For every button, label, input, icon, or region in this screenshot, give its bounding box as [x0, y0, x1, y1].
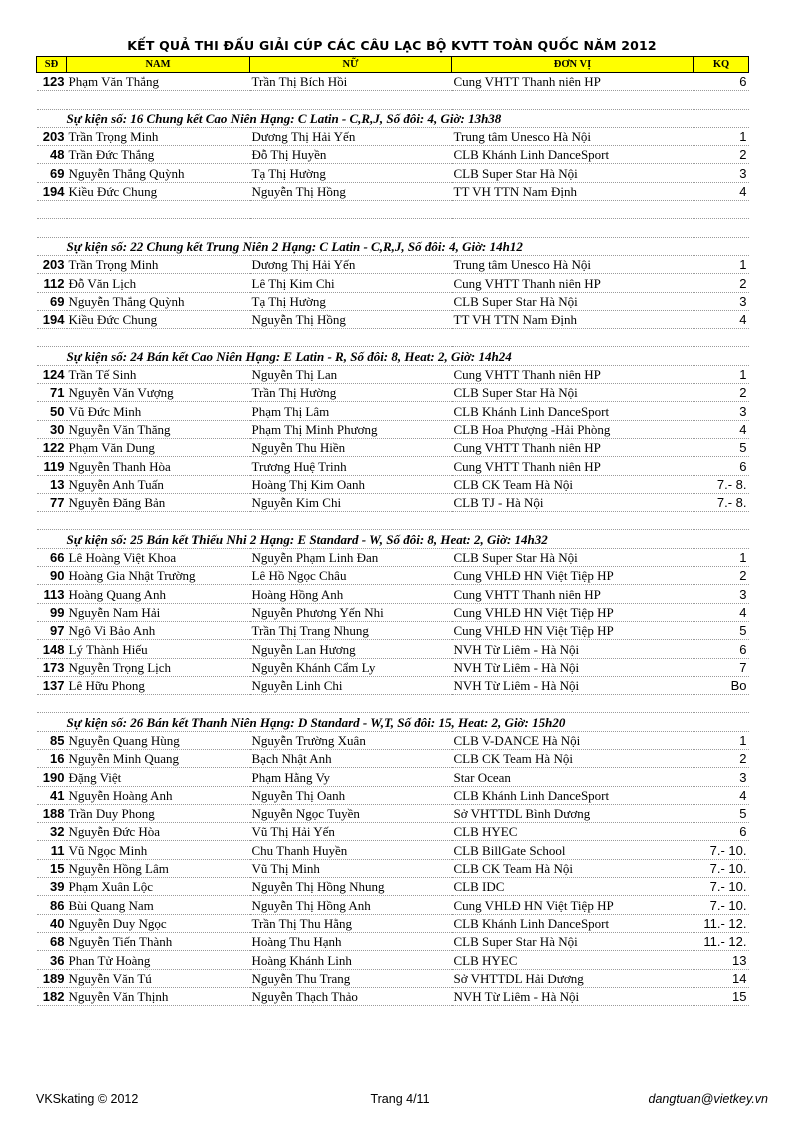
cell-sd: 69 — [37, 164, 67, 182]
event-heading-row — [37, 237, 749, 255]
cell-nu: Trần Thị Bích Hồi — [250, 73, 452, 91]
cell-kq: 13 — [694, 951, 749, 969]
table-row — [37, 804, 749, 822]
cell-nam: Bùi Quang Nam — [67, 896, 250, 914]
cell-nam: Trần Duy Phong — [67, 804, 250, 822]
cell-nu: Hoàng Thu Hạnh — [250, 932, 452, 950]
cell-kq: 1 — [694, 127, 749, 145]
cell-sd: 189 — [37, 969, 67, 987]
spacer-cell — [37, 695, 749, 713]
cell-sd: 32 — [37, 823, 67, 841]
cell-nam: Đỗ Văn Lịch — [67, 274, 250, 292]
cell-kq: 3 — [694, 292, 749, 310]
cell-sd: 194 — [37, 182, 67, 200]
cell-don-vi: TT VH TTN Nam Định — [452, 182, 694, 200]
cell-kq: 7 — [694, 658, 749, 676]
table-row — [37, 365, 749, 383]
cell-nam: Nguyễn Văn Thăng — [67, 420, 250, 438]
cell-don-vi: Sở VHTTDL Hải Dương — [452, 969, 694, 987]
event-heading-row — [37, 109, 749, 127]
cell-nu: Hoàng Khánh Linh — [250, 951, 452, 969]
cell-kq: 14 — [694, 969, 749, 987]
cell-kq: 2 — [694, 567, 749, 585]
cell-don-vi: TT VH TTN Nam Định — [452, 310, 694, 328]
cell-kq: 7.- 10. — [694, 878, 749, 896]
cell-don-vi: NVH Từ Liêm - Hà Nội — [452, 676, 694, 694]
table-row — [37, 878, 749, 896]
cell-kq: 7.- 10. — [694, 859, 749, 877]
event-heading: Sự kiện số: 25 Bán kết Thiếu Nhi 2 Hạng: E Standard - W, Số đôi: 8, Heat: 2, Giờ: 14h32 — [37, 530, 749, 548]
table-row — [37, 164, 749, 182]
cell-nu: Trương Huệ Trinh — [250, 457, 452, 475]
table-row — [37, 384, 749, 402]
cell-kq: 6 — [694, 457, 749, 475]
cell-nu: Hoàng Hồng Anh — [250, 585, 452, 603]
cell-kq: Bo — [694, 676, 749, 694]
cell-kq: 2 — [694, 749, 749, 767]
cell-sd: 203 — [37, 127, 67, 145]
results-table — [36, 56, 749, 1006]
cell-nam: Phạm Văn Thắng — [67, 73, 250, 91]
cell-nam: Vũ Đức Minh — [67, 402, 250, 420]
cell-nu: Trần Thị Trang Nhung — [250, 621, 452, 639]
cell-don-vi: Cung VHLĐ HN Việt Tiệp HP — [452, 603, 694, 621]
spacer-row — [37, 512, 749, 530]
cell-sd: 71 — [37, 384, 67, 402]
cell-nu: Dương Thị Hải Yến — [250, 127, 452, 145]
cell-nam: Nguyễn Văn Vượng — [67, 384, 250, 402]
table-row — [37, 567, 749, 585]
table-row — [37, 457, 749, 475]
table-row — [37, 731, 749, 749]
column-header-nam: NAM — [67, 57, 250, 73]
cell-kq: 3 — [694, 402, 749, 420]
cell-nam: Kiều Đức Chung — [67, 310, 250, 328]
cell-nu: Lê Hồ Ngọc Châu — [250, 567, 452, 585]
cell-nam: Nguyễn Thắng Quỳnh — [67, 292, 250, 310]
cell-kq: 5 — [694, 438, 749, 456]
cell-kq: 6 — [694, 823, 749, 841]
cell-sd: 97 — [37, 621, 67, 639]
cell-nu: Vũ Thị Minh — [250, 859, 452, 877]
cell-don-vi: Cung VHLĐ HN Việt Tiệp HP — [452, 621, 694, 639]
table-row — [37, 475, 749, 493]
cell-kq: 4 — [694, 310, 749, 328]
cell-nu: Lê Thị Kim Chi — [250, 274, 452, 292]
cell-nam: Trần Trọng Minh — [67, 255, 250, 273]
column-header-nu: NỮ — [250, 57, 452, 73]
table-row — [37, 969, 749, 987]
cell-sd: 122 — [37, 438, 67, 456]
cell-sd: 85 — [37, 731, 67, 749]
cell-nam: Lý Thành Hiếu — [67, 640, 250, 658]
table-row — [37, 420, 749, 438]
cell-kq: 1 — [694, 548, 749, 566]
cell-nu: Trần Thị Hường — [250, 384, 452, 402]
cell-don-vi: CLB IDC — [452, 878, 694, 896]
cell-sd: 203 — [37, 255, 67, 273]
cell-don-vi: Cung VHLĐ HN Việt Tiệp HP — [452, 896, 694, 914]
cell-don-vi: CLB Super Star Hà Nội — [452, 932, 694, 950]
cell-don-vi: Cung VHTT Thanh niên HP — [452, 365, 694, 383]
cell-sd: 113 — [37, 585, 67, 603]
cell-nam: Nguyễn Minh Quang — [67, 749, 250, 767]
cell-don-vi: Cung VHTT Thanh niên HP — [452, 438, 694, 456]
cell-kq: 6 — [694, 640, 749, 658]
cell-sd: 41 — [37, 786, 67, 804]
table-row — [37, 548, 749, 566]
cell-don-vi: CLB Khánh Linh DanceSport — [452, 914, 694, 932]
cell-sd: 77 — [37, 493, 67, 511]
cell-don-vi: Cung VHLĐ HN Việt Tiệp HP — [452, 567, 694, 585]
cell-sd: 30 — [37, 420, 67, 438]
table-row — [37, 182, 749, 200]
table-row — [37, 896, 749, 914]
cell-kq: 1 — [694, 255, 749, 273]
cell-don-vi: CLB V-DANCE Hà Nội — [452, 731, 694, 749]
cell-sd: 173 — [37, 658, 67, 676]
cell-nu: Nguyễn Phạm Linh Đan — [250, 548, 452, 566]
cell-don-vi: CLB BillGate School — [452, 841, 694, 859]
cell-sd: 137 — [37, 676, 67, 694]
cell-don-vi: Sở VHTTDL Bình Dương — [452, 804, 694, 822]
cell-sd: 90 — [37, 567, 67, 585]
cell-nam: Ngô Vi Bảo Anh — [67, 621, 250, 639]
cell-sd: 112 — [37, 274, 67, 292]
cell-nu: Phạm Thị Lâm — [250, 402, 452, 420]
cell-kq: 1 — [694, 365, 749, 383]
cell-sd: 66 — [37, 548, 67, 566]
cell-nu: Nguyễn Phương Yến Nhi — [250, 603, 452, 621]
cell-sd: 188 — [37, 804, 67, 822]
cell-don-vi: CLB Khánh Linh DanceSport — [452, 146, 694, 164]
cell-nu: Hoàng Thị Kim Oanh — [250, 475, 452, 493]
table-row — [37, 658, 749, 676]
cell-don-vi: CLB CK Team Hà Nội — [452, 749, 694, 767]
spacer-cell — [37, 219, 749, 237]
cell-kq: 11.- 12. — [694, 914, 749, 932]
cell-kq: 2 — [694, 384, 749, 402]
page-title: KẾT QUẢ THI ĐẤU GIẢI CÚP CÁC CÂU LẠC BỘ KVTT TOÀN QUỐC NĂM 2012 — [127, 38, 657, 53]
cell-nu: Phạm Thị Minh Phương — [250, 420, 452, 438]
cell-kq: 3 — [694, 585, 749, 603]
cell-don-vi: CLB Khánh Linh DanceSport — [452, 786, 694, 804]
cell-nam: Nguyễn Anh Tuấn — [67, 475, 250, 493]
cell-nam: Phan Tử Hoàng — [67, 951, 250, 969]
cell-nam: Nguyễn Tiến Thành — [67, 932, 250, 950]
event-heading: Sự kiện số: 22 Chung kết Trung Niên 2 Hạng: C Latin - C,R,J, Số đôi: 4, Giờ: 14h12 — [37, 237, 749, 255]
cell-nu: Tạ Thị Hường — [250, 292, 452, 310]
table-row — [37, 73, 749, 91]
cell-don-vi: Trung tâm Unesco Hà Nội — [452, 127, 694, 145]
cell-kq: 5 — [694, 804, 749, 822]
cell-nu: Trần Thị Thu Hằng — [250, 914, 452, 932]
cell-nu: Nguyễn Lan Hương — [250, 640, 452, 658]
cell-kq: 15 — [694, 987, 749, 1005]
cell-nam: Nguyễn Duy Ngọc — [67, 914, 250, 932]
cell-kq: 4 — [694, 420, 749, 438]
cell-sd: 48 — [37, 146, 67, 164]
cell-sd: 124 — [37, 365, 67, 383]
table-row — [37, 585, 749, 603]
cell-nu: Bạch Nhật Anh — [250, 749, 452, 767]
cell-nam: Nguyễn Nam Hải — [67, 603, 250, 621]
cell-nu: Nguyễn Thị Hồng — [250, 310, 452, 328]
cell-nu: Nguyễn Linh Chi — [250, 676, 452, 694]
cell-sd: 40 — [37, 914, 67, 932]
cell-nam: Nguyễn Thắng Quỳnh — [67, 164, 250, 182]
event-heading: Sự kiện số: 26 Bán kết Thanh Niên Hạng: D Standard - W,T, Số đôi: 15, Heat: 2, Giờ: 15h20 — [37, 713, 749, 731]
footer-page-number: Trang 4/11 — [370, 1092, 430, 1106]
column-header-don-vi: ĐƠN VỊ — [452, 57, 694, 73]
spacer-row — [37, 329, 749, 347]
cell-kq: 7.- 10. — [694, 841, 749, 859]
spacer-cell — [37, 91, 749, 109]
cell-nu: Nguyễn Thị Oanh — [250, 786, 452, 804]
event-heading: Sự kiện số: 24 Bán kết Cao Niên Hạng: E Latin - R, Số đôi: 8, Heat: 2, Giờ: 14h24 — [37, 347, 749, 365]
cell-nam: Nguyễn Thanh Hòa — [67, 457, 250, 475]
spacer-cell — [37, 201, 749, 219]
cell-don-vi: CLB Hoa Phượng -Hải Phòng — [452, 420, 694, 438]
cell-nu: Nguyễn Kim Chi — [250, 493, 452, 511]
table-row — [37, 786, 749, 804]
cell-sd: 36 — [37, 951, 67, 969]
table-row — [37, 146, 749, 164]
spacer-cell — [37, 329, 749, 347]
cell-nu: Nguyễn Thạch Thảo — [250, 987, 452, 1005]
cell-kq: 4 — [694, 603, 749, 621]
table-row — [37, 823, 749, 841]
cell-kq: 2 — [694, 146, 749, 164]
cell-kq: 4 — [694, 182, 749, 200]
cell-don-vi: Cung VHTT Thanh niên HP — [452, 274, 694, 292]
cell-nam: Nguyễn Trọng Lịch — [67, 658, 250, 676]
table-row — [37, 987, 749, 1005]
cell-don-vi: CLB Super Star Hà Nội — [452, 164, 694, 182]
cell-don-vi: Star Ocean — [452, 768, 694, 786]
cell-nu: Nguyễn Thị Lan — [250, 365, 452, 383]
cell-nam: Nguyễn Đức Hòa — [67, 823, 250, 841]
table-header-row — [37, 57, 749, 73]
table-row — [37, 493, 749, 511]
event-heading: Sự kiện số: 16 Chung kết Cao Niên Hạng: C Latin - C,R,J, Số đôi: 4, Giờ: 13h38 — [37, 109, 749, 127]
cell-sd: 190 — [37, 768, 67, 786]
spacer-row — [37, 201, 749, 219]
cell-kq: 11.- 12. — [694, 932, 749, 950]
table-row — [37, 621, 749, 639]
cell-nam: Hoàng Quang Anh — [67, 585, 250, 603]
cell-nam: Phạm Xuân Lộc — [67, 878, 250, 896]
cell-kq: 7.- 10. — [694, 896, 749, 914]
cell-nu: Tạ Thị Hường — [250, 164, 452, 182]
table-row — [37, 768, 749, 786]
cell-sd: 148 — [37, 640, 67, 658]
cell-sd: 182 — [37, 987, 67, 1005]
column-header-kq: KQ — [694, 57, 749, 73]
cell-nam: Phạm Văn Dung — [67, 438, 250, 456]
cell-sd: 119 — [37, 457, 67, 475]
table-row — [37, 951, 749, 969]
cell-nam: Trần Tế Sinh — [67, 365, 250, 383]
table-row — [37, 255, 749, 273]
table-row — [37, 292, 749, 310]
cell-nam: Hoàng Gia Nhật Trường — [67, 567, 250, 585]
cell-kq: 3 — [694, 164, 749, 182]
spacer-row — [37, 219, 749, 237]
cell-don-vi: CLB CK Team Hà Nội — [452, 475, 694, 493]
cell-nu: Nguyễn Khánh Cẩm Ly — [250, 658, 452, 676]
cell-sd: 123 — [37, 73, 67, 91]
cell-don-vi: NVH Từ Liêm - Hà Nội — [452, 987, 694, 1005]
cell-don-vi: CLB Khánh Linh DanceSport — [452, 402, 694, 420]
cell-nam: Trần Trọng Minh — [67, 127, 250, 145]
cell-sd: 15 — [37, 859, 67, 877]
cell-kq: 2 — [694, 274, 749, 292]
event-heading-row — [37, 713, 749, 731]
cell-sd: 69 — [37, 292, 67, 310]
cell-nam: Trần Đức Thắng — [67, 146, 250, 164]
table-row — [37, 603, 749, 621]
results-body — [37, 73, 749, 1006]
cell-nu: Phạm Hằng Vy — [250, 768, 452, 786]
spacer-row — [37, 695, 749, 713]
cell-nam: Vũ Ngọc Minh — [67, 841, 250, 859]
cell-don-vi: CLB Super Star Hà Nội — [452, 384, 694, 402]
table-row — [37, 914, 749, 932]
cell-nam: Nguyễn Quang Hùng — [67, 731, 250, 749]
cell-sd: 16 — [37, 749, 67, 767]
cell-kq: 1 — [694, 731, 749, 749]
cell-don-vi: CLB HYEC — [452, 951, 694, 969]
cell-nam: Nguyễn Hoàng Anh — [67, 786, 250, 804]
cell-don-vi: Cung VHTT Thanh niên HP — [452, 73, 694, 91]
cell-don-vi: CLB HYEC — [452, 823, 694, 841]
table-row — [37, 932, 749, 950]
cell-kq: 6 — [694, 73, 749, 91]
cell-nam: Kiều Đức Chung — [67, 182, 250, 200]
cell-nu: Chu Thanh Huyền — [250, 841, 452, 859]
footer-copyright: VKSkating © 2012 — [36, 1092, 139, 1106]
cell-nam: Nguyễn Đăng Bản — [67, 493, 250, 511]
cell-sd: 13 — [37, 475, 67, 493]
cell-sd: 11 — [37, 841, 67, 859]
cell-kq: 7.- 8. — [694, 475, 749, 493]
cell-nu: Đỗ Thị Huyền — [250, 146, 452, 164]
table-row — [37, 274, 749, 292]
table-row — [37, 127, 749, 145]
cell-nu: Nguyễn Trường Xuân — [250, 731, 452, 749]
cell-don-vi: NVH Từ Liêm - Hà Nội — [452, 640, 694, 658]
table-row — [37, 402, 749, 420]
cell-don-vi: CLB TJ - Hà Nội — [452, 493, 694, 511]
cell-sd: 99 — [37, 603, 67, 621]
cell-kq: 5 — [694, 621, 749, 639]
event-heading-row — [37, 347, 749, 365]
cell-don-vi: Cung VHTT Thanh niên HP — [452, 585, 694, 603]
cell-nu: Nguyễn Thu Hiền — [250, 438, 452, 456]
cell-nam: Lê Hữu Phong — [67, 676, 250, 694]
cell-nam: Nguyễn Văn Tú — [67, 969, 250, 987]
cell-sd: 68 — [37, 932, 67, 950]
cell-don-vi: CLB Super Star Hà Nội — [452, 548, 694, 566]
cell-don-vi: Cung VHTT Thanh niên HP — [452, 457, 694, 475]
cell-don-vi: NVH Từ Liêm - Hà Nội — [452, 658, 694, 676]
table-row — [37, 640, 749, 658]
cell-don-vi: CLB Super Star Hà Nội — [452, 292, 694, 310]
footer-email: dangtuan@vietkey.vn — [648, 1092, 768, 1106]
cell-don-vi: CLB CK Team Hà Nội — [452, 859, 694, 877]
table-row — [37, 438, 749, 456]
cell-nu: Nguyễn Ngọc Tuyền — [250, 804, 452, 822]
cell-nu: Vũ Thị Hải Yến — [250, 823, 452, 841]
cell-nam: Nguyễn Hồng Lâm — [67, 859, 250, 877]
cell-kq: 7.- 8. — [694, 493, 749, 511]
table-row — [37, 859, 749, 877]
table-row — [37, 676, 749, 694]
event-heading-row — [37, 530, 749, 548]
cell-nam: Lê Hoàng Việt Khoa — [67, 548, 250, 566]
column-header-sd: SĐ — [37, 57, 67, 73]
cell-nam: Đặng Việt — [67, 768, 250, 786]
cell-sd: 50 — [37, 402, 67, 420]
cell-nam: Nguyễn Văn Thịnh — [67, 987, 250, 1005]
cell-sd: 194 — [37, 310, 67, 328]
cell-nu: Nguyễn Thu Trang — [250, 969, 452, 987]
spacer-cell — [37, 512, 749, 530]
cell-sd: 39 — [37, 878, 67, 896]
cell-nu: Dương Thị Hải Yến — [250, 255, 452, 273]
cell-kq: 4 — [694, 786, 749, 804]
table-row — [37, 310, 749, 328]
cell-don-vi: Trung tâm Unesco Hà Nội — [452, 255, 694, 273]
table-row — [37, 749, 749, 767]
cell-kq: 3 — [694, 768, 749, 786]
cell-sd: 86 — [37, 896, 67, 914]
table-row — [37, 841, 749, 859]
cell-nu: Nguyễn Thị Hồng — [250, 182, 452, 200]
cell-nu: Nguyễn Thị Hồng Anh — [250, 896, 452, 914]
cell-nu: Nguyễn Thị Hồng Nhung — [250, 878, 452, 896]
spacer-row — [37, 91, 749, 109]
